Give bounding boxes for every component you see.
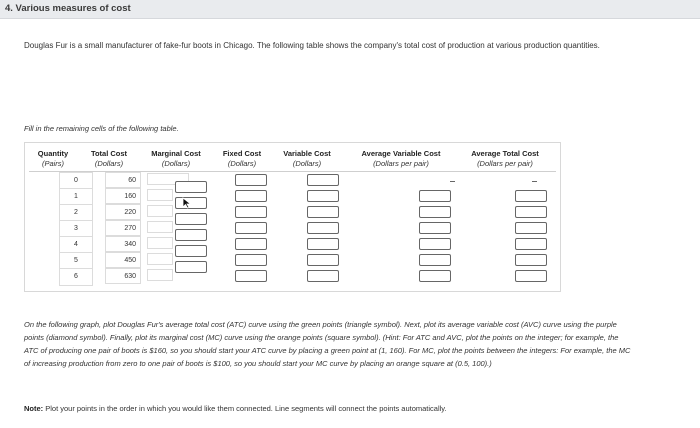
mc-blank-cell: [147, 269, 173, 281]
total-cost-cell: 270: [105, 220, 141, 236]
mouse-cursor-icon: [182, 197, 192, 209]
quantity-cell: 3: [59, 220, 93, 238]
intro-text: Douglas Fur is a small manufacturer of fake-fur boots in Chicago. The following table shows the company's total cost of production at various production quantities.: [24, 41, 600, 50]
total-cost-cell: 450: [105, 252, 141, 268]
graph-instructions: On the following graph, plot Douglas Fur's average total cost (ATC) curve using the green points (triangle symbol). Next, plot its average variable cost (AVC) curve using the purple points (diamond symbol). Finally, plot its marginal cost (MC) curve using the orange points (square symbol). (Hint: For ATC and AVC, plot the points on the integer; for example, the ATC of producing one pair of boots is $160, so you should start your ATC curve by placing a green point at (1, 160). For MC, plot the points between the integers: For example, the MC of increasing production from zero to one pair of boots is $100, so you should start your MC curve by placing an orange square at (0.5, 100).): [24, 320, 631, 368]
mc-blank-cell: [147, 253, 173, 265]
marginal-cost-input[interactable]: [175, 261, 207, 273]
total-cost-cell: 160: [105, 188, 141, 204]
note-text: Plot your points in the order in which you would like them connected. Line segments will connect the points automatically.: [43, 404, 447, 413]
avc-dash: [450, 181, 455, 182]
avc-input[interactable]: [419, 206, 451, 218]
fixed-cost-input[interactable]: [235, 222, 267, 234]
mc-blank-cell: [147, 189, 173, 201]
variable-cost-input[interactable]: [307, 254, 339, 266]
quantity-cell: 2: [59, 204, 93, 222]
quantity-cell: 6: [59, 268, 93, 286]
header-average-variable-cost: Average Variable Cost (Dollars per pair): [361, 149, 441, 168]
atc-input[interactable]: [515, 222, 547, 234]
atc-input[interactable]: [515, 238, 547, 250]
table-instruction: Fill in the remaining cells of the following table.: [24, 124, 179, 133]
fixed-cost-input[interactable]: [235, 238, 267, 250]
total-cost-cell: 220: [105, 204, 141, 220]
avc-input[interactable]: [419, 190, 451, 202]
marginal-cost-input[interactable]: [175, 229, 207, 241]
variable-cost-input[interactable]: [307, 238, 339, 250]
header-total-cost: Total Cost (Dollars): [90, 149, 128, 168]
marginal-cost-input[interactable]: [175, 181, 207, 193]
section-header: [0, 0, 700, 19]
cost-table: [24, 142, 561, 292]
variable-cost-input[interactable]: [307, 190, 339, 202]
quantity-cell: 5: [59, 252, 93, 270]
variable-cost-input[interactable]: [307, 206, 339, 218]
total-cost-cell: 60: [105, 172, 141, 188]
avc-input[interactable]: [419, 238, 451, 250]
avc-input[interactable]: [419, 222, 451, 234]
header-marginal-cost: Marginal Cost (Dollars): [151, 149, 201, 168]
fixed-cost-input[interactable]: [235, 270, 267, 282]
header-fixed-cost: Fixed Cost (Dollars): [222, 149, 262, 168]
mc-blank-cell: [147, 221, 173, 233]
marginal-cost-input[interactable]: [175, 213, 207, 225]
fixed-cost-input[interactable]: [235, 206, 267, 218]
total-cost-cell: 630: [105, 268, 141, 284]
atc-input[interactable]: [515, 190, 547, 202]
fixed-cost-input[interactable]: [235, 254, 267, 266]
mc-blank-cell: [147, 237, 173, 249]
variable-cost-input[interactable]: [307, 270, 339, 282]
mc-blank-cell: [147, 205, 173, 217]
total-cost-cell: 340: [105, 236, 141, 252]
quantity-cell: 0: [59, 172, 93, 190]
variable-cost-input[interactable]: [307, 174, 339, 186]
marginal-cost-input[interactable]: [175, 245, 207, 257]
atc-input[interactable]: [515, 270, 547, 282]
header-quantity: Quantity (Pairs): [37, 149, 69, 168]
note-label: Note:: [24, 404, 44, 413]
fixed-cost-input[interactable]: [235, 190, 267, 202]
atc-input[interactable]: [515, 254, 547, 266]
quantity-cell: 1: [59, 188, 93, 206]
variable-cost-input[interactable]: [307, 222, 339, 234]
note: [24, 404, 447, 413]
avc-input[interactable]: [419, 254, 451, 266]
section-title: 4. Various measures of cost: [5, 3, 131, 14]
atc-dash: [532, 181, 537, 182]
atc-input[interactable]: [515, 206, 547, 218]
avc-input[interactable]: [419, 270, 451, 282]
quantity-cell: 4: [59, 236, 93, 254]
fixed-cost-input[interactable]: [235, 174, 267, 186]
header-average-total-cost: Average Total Cost (Dollars per pair): [471, 149, 539, 168]
header-variable-cost: Variable Cost (Dollars): [283, 149, 331, 168]
